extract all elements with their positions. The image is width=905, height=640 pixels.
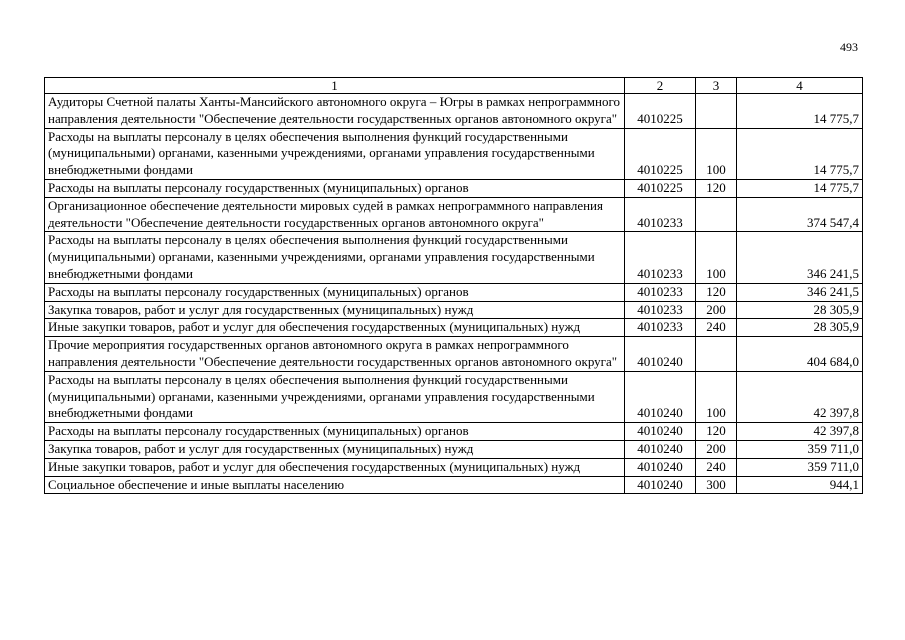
row-amount-cell: 346 241,5: [737, 232, 863, 283]
table-row: [45, 128, 863, 179]
page-number: 493: [840, 40, 858, 54]
row-type-cell: 120: [696, 423, 737, 441]
row-type-cell: [696, 94, 737, 129]
table-row: [45, 458, 863, 476]
row-name-cell: Расходы на выплаты персоналу государственных (муниципальных) органов: [45, 283, 625, 301]
row-amount-cell: 14 775,7: [737, 128, 863, 179]
row-type-cell: 120: [696, 179, 737, 197]
budget-table: [44, 77, 863, 494]
row-amount-cell: 359 711,0: [737, 458, 863, 476]
row-code-cell: 4010233: [625, 197, 696, 232]
row-amount-cell: 359 711,0: [737, 440, 863, 458]
table-row: [45, 319, 863, 337]
row-amount-cell: 14 775,7: [737, 179, 863, 197]
table-row: [45, 440, 863, 458]
row-amount-cell: 374 547,4: [737, 197, 863, 232]
row-name-cell: Социальное обеспечение и иные выплаты населению: [45, 476, 625, 494]
row-type-cell: 100: [696, 128, 737, 179]
row-code-cell: 4010240: [625, 423, 696, 441]
row-type-cell: 240: [696, 319, 737, 337]
row-name-cell: Закупка товаров, работ и услуг для государственных (муниципальных) нужд: [45, 301, 625, 319]
row-type-cell: [696, 337, 737, 372]
table-row: [45, 371, 863, 422]
row-code-cell: 4010233: [625, 301, 696, 319]
row-name-cell: Расходы на выплаты персоналу в целях обеспечения выполнения функций государственными (муниципальными) органами, казенными учреждениями, органами управления государственными внебюджетными фондами: [45, 128, 625, 179]
table-row: [45, 197, 863, 232]
row-code-cell: 4010225: [625, 128, 696, 179]
table-row: [45, 232, 863, 283]
row-type-cell: [696, 197, 737, 232]
table-row: [45, 179, 863, 197]
row-type-cell: 100: [696, 232, 737, 283]
row-name-cell: Расходы на выплаты персоналу государственных (муниципальных) органов: [45, 423, 625, 441]
table-body: [45, 78, 863, 494]
row-amount-cell: 404 684,0: [737, 337, 863, 372]
row-amount-cell: 42 397,8: [737, 371, 863, 422]
row-type-cell: 200: [696, 301, 737, 319]
table-row: [45, 301, 863, 319]
row-code-cell: 4010233: [625, 232, 696, 283]
row-name-cell: Расходы на выплаты персоналу в целях обеспечения выполнения функций государственными (муниципальными) органами, казенными учреждениями, органами управления государственными внебюджетными фондами: [45, 232, 625, 283]
row-code-cell: 4010240: [625, 337, 696, 372]
table-row: [45, 94, 863, 129]
row-type-cell: 240: [696, 458, 737, 476]
row-name-cell: Прочие мероприятия государственных органов автономного округа в рамках непрограммного направления деятельности "Обеспечение деятельности государственных органов автономного округа": [45, 337, 625, 372]
row-name-cell: Аудиторы Счетной палаты Ханты-Мансийского автономного округа – Югры в рамках непрограммного направления деятельности "Обеспечение деятельности государственных органов автономного округа": [45, 94, 625, 129]
header-cell-type: 3: [696, 78, 737, 94]
row-name-cell: Расходы на выплаты персоналу в целях обеспечения выполнения функций государственными (муниципальными) органами, казенными учреждениями, органами управления государственными внебюджетными фондами: [45, 371, 625, 422]
header-cell-name: 1: [45, 78, 625, 94]
header-cell-amount: 4: [737, 78, 863, 94]
row-code-cell: 4010240: [625, 476, 696, 494]
row-name-cell: Организационное обеспечение деятельности мировых судей в рамках непрограммного направления деятельности "Обеспечение деятельности государственных органов автономного округа": [45, 197, 625, 232]
row-code-cell: 4010233: [625, 283, 696, 301]
row-name-cell: Иные закупки товаров, работ и услуг для обеспечения государственных (муниципальных) нужд: [45, 458, 625, 476]
row-type-cell: 100: [696, 371, 737, 422]
row-code-cell: 4010240: [625, 440, 696, 458]
row-amount-cell: 28 305,9: [737, 301, 863, 319]
row-code-cell: 4010225: [625, 179, 696, 197]
row-type-cell: 300: [696, 476, 737, 494]
table-row: [45, 476, 863, 494]
row-name-cell: Иные закупки товаров, работ и услуг для обеспечения государственных (муниципальных) нужд: [45, 319, 625, 337]
row-code-cell: 4010240: [625, 458, 696, 476]
row-amount-cell: 14 775,7: [737, 94, 863, 129]
row-code-cell: 4010240: [625, 371, 696, 422]
table-header-row: [45, 78, 863, 94]
row-type-cell: 200: [696, 440, 737, 458]
table-row: [45, 337, 863, 372]
row-amount-cell: 42 397,8: [737, 423, 863, 441]
table-row: [45, 423, 863, 441]
row-amount-cell: 28 305,9: [737, 319, 863, 337]
row-name-cell: Расходы на выплаты персоналу государственных (муниципальных) органов: [45, 179, 625, 197]
row-name-cell: Закупка товаров, работ и услуг для государственных (муниципальных) нужд: [45, 440, 625, 458]
row-amount-cell: 346 241,5: [737, 283, 863, 301]
row-code-cell: 4010225: [625, 94, 696, 129]
row-code-cell: 4010233: [625, 319, 696, 337]
table-row: [45, 283, 863, 301]
row-type-cell: 120: [696, 283, 737, 301]
header-cell-code: 2: [625, 78, 696, 94]
row-amount-cell: 944,1: [737, 476, 863, 494]
